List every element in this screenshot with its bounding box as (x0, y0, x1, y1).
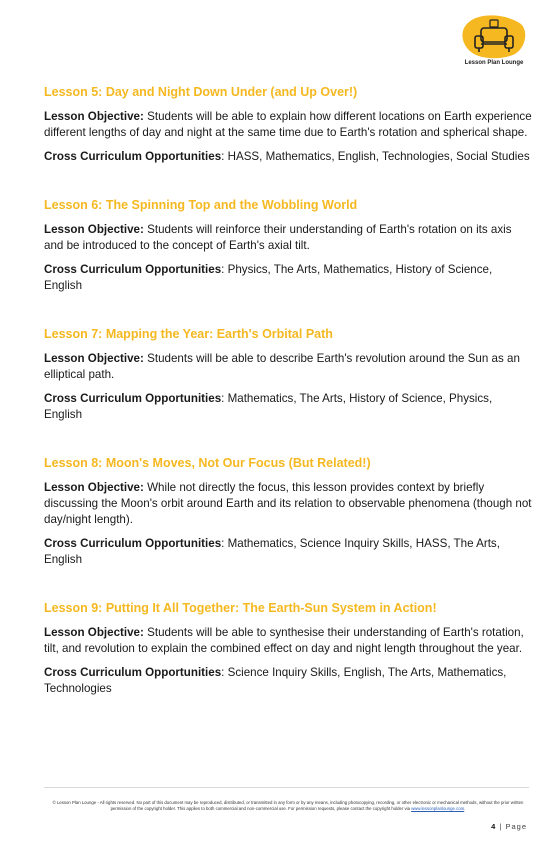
cross-label: Cross Curriculum Opportunities (44, 150, 222, 163)
period: . (464, 806, 466, 811)
objective-label: Lesson Objective: (44, 626, 144, 639)
lesson-8 (44, 455, 532, 568)
cross-curriculum (44, 536, 532, 568)
objective-label: Lesson Objective: (44, 110, 144, 123)
lesson-objective (44, 480, 532, 528)
lesson-9 (44, 600, 532, 697)
lesson-title: Lesson 8: Moon's Moves, Not Our Focus (But Related!) (44, 456, 371, 470)
cross-curriculum (44, 149, 532, 165)
lesson-objective (44, 222, 532, 254)
lesson-title: Lesson 5: Day and Night Down Under (and Up Over!) (44, 85, 358, 99)
cross-curriculum (44, 665, 532, 697)
lesson-title: Lesson 9: Putting It All Together: The Earth-Sun System in Action! (44, 601, 437, 615)
lesson-7 (44, 326, 532, 423)
objective-label: Lesson Objective: (44, 481, 144, 494)
objective-label: Lesson Objective: (44, 352, 144, 365)
objective-text: Students will be able to describe Earth's revolution around the Sun as an elliptical path. (44, 352, 520, 381)
cross-label: Cross Curriculum Opportunities (44, 392, 222, 405)
lesson-title: Lesson 6: The Spinning Top and the Wobbling World (44, 198, 358, 212)
lesson-title: Lesson 7: Mapping the Year: Earth's Orbital Path (44, 327, 333, 341)
objective-text: Students will be able to explain how different locations on Earth experience different lengths of day and night at the same time due to Earth's rotation and spherical shape. (44, 110, 532, 139)
lesson-list (44, 84, 532, 705)
cross-text: : Mathematics, The Arts, History of Science, Physics, English (44, 392, 493, 421)
cross-text: : HASS, Mathematics, English, Technologies, Social Studies (221, 150, 530, 163)
lesson-6 (44, 197, 532, 294)
copyright-text: © Lesson Plan Lounge - All rights reserved. No part of this document may be reproduced, distributed, or transmitted in any form or by any means, including photocopying, recording, or other electronic or mechanical methods, without the prior written permission of the copyright holder. This applies to both commercial and non-commercial use. For permission requests, please contact the copyright holder via (52, 800, 524, 811)
cross-label: Cross Curriculum Opportunities (44, 666, 222, 679)
cross-label: Cross Curriculum Opportunities (44, 263, 222, 276)
page-label: | Page (499, 822, 527, 831)
objective-text: While not directly the focus, this lesson provides context by briefly discussing the Moon's orbit around Earth and its relation to observable phenomena (though not day/night length). (44, 481, 532, 526)
lesson-objective (44, 625, 532, 657)
objective-text: Students will be able to synthesise their understanding of Earth's rotation, tilt, and revolution to explain the combined effect on day and night length throughout the year. (44, 626, 524, 655)
cross-curriculum (44, 391, 532, 423)
page-number (491, 822, 527, 831)
cross-label: Cross Curriculum Opportunities (44, 537, 222, 550)
lesson-objective (44, 351, 532, 383)
cross-text: : Science Inquiry Skills, English, The Arts, Mathematics, Technologies (44, 666, 507, 695)
cross-text: : Physics, The Arts, Mathematics, History of Science, English (44, 263, 493, 292)
cross-curriculum (44, 262, 532, 294)
cross-text: : Mathematics, Science Inquiry Skills, HASS, The Arts, English (44, 537, 500, 566)
objective-label: Lesson Objective: (44, 223, 144, 236)
footer-copyright (48, 800, 528, 812)
lesson-5 (44, 84, 532, 165)
footer-divider (44, 787, 529, 788)
lesson-objective (44, 109, 532, 141)
page-number-value: 4 (491, 822, 497, 831)
website-link[interactable]: www.lessonplanlounge.com (411, 806, 465, 811)
objective-text: Students will reinforce their understanding of Earth's rotation on its axis and be introduced to the concept of Earth's axial tilt. (44, 223, 512, 252)
logo-text: Lesson Plan Lounge (464, 60, 524, 66)
